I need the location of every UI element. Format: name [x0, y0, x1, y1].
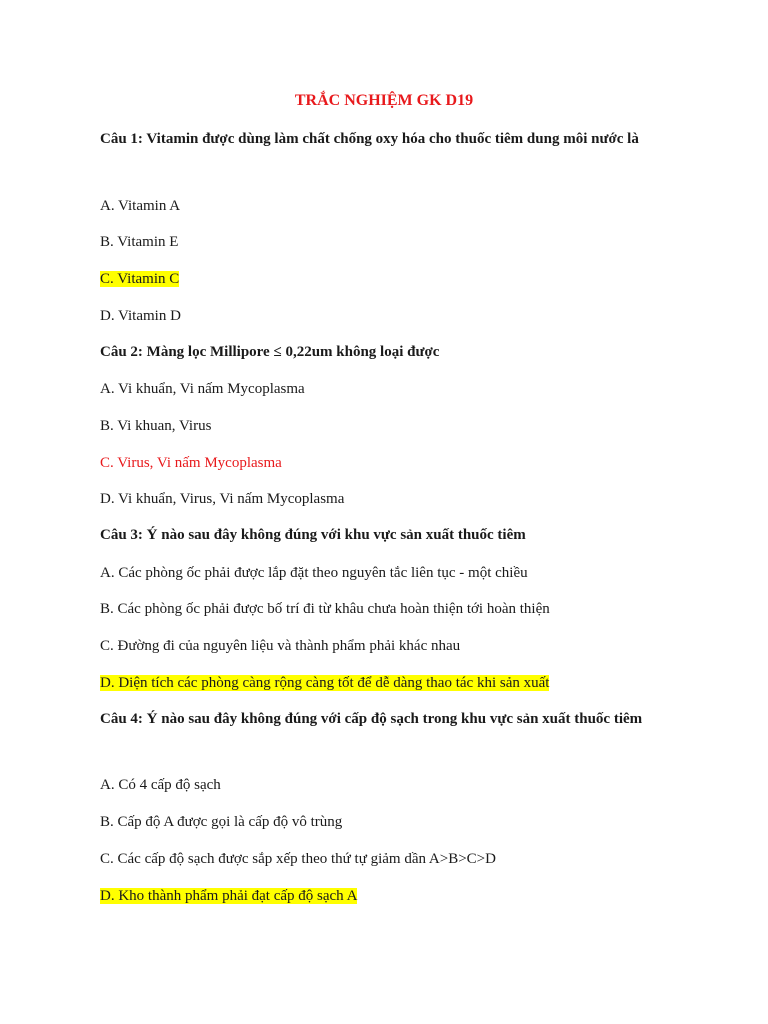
- option-text: B. Cấp độ A được gọi là cấp độ vô trùng: [100, 814, 343, 830]
- option-text: C. Đường đi của nguyên liệu và thành phẩm phải khác nhau: [100, 638, 461, 654]
- question-3-option-d: [100, 673, 549, 693]
- question-1-option-b: [100, 232, 178, 252]
- question-4-option-b: [100, 812, 342, 832]
- option-text: A. Các phòng ốc phải được lắp đặt theo nguyên tắc liên tục - một chiều: [100, 565, 528, 581]
- option-text: B. Vitamin E: [100, 234, 179, 250]
- option-text-highlighted: D. Kho thành phẩm phải đạt cấp độ sạch A: [100, 888, 358, 904]
- question-2-option-a: [100, 379, 305, 399]
- question-2-option-b: [100, 416, 211, 436]
- question-4-option-c: [100, 849, 496, 869]
- document-title: TRẮC NGHIỆM GK D19: [294, 92, 474, 109]
- option-text: A. Vi khuẩn, Vi nấm Mycoplasma: [100, 381, 305, 397]
- option-text: B. Vi khuan, Virus: [100, 418, 212, 434]
- question-4: Câu 4: Ý nào sau đây không đúng với cấp độ sạch trong khu vực sản xuất thuốc tiêm: [100, 711, 643, 727]
- option-text: D. Vitamin D: [100, 308, 181, 324]
- option-text-highlighted: C. Vitamin C: [100, 271, 180, 287]
- option-text-highlighted: D. Diện tích các phòng càng rộng càng tốt để dễ dàng thao tác khi sản xuất: [100, 675, 550, 691]
- question-3-option-a: [100, 563, 528, 583]
- question-3-option-b: [100, 599, 550, 619]
- option-text: D. Vi khuẩn, Virus, Vi nấm Mycoplasma: [100, 491, 345, 507]
- option-text: B. Các phòng ốc phải được bố trí đi từ khâu chưa hoàn thiện tới hoàn thiện: [100, 601, 550, 617]
- question-1: Câu 1: Vitamin được dùng làm chất chống oxy hóa cho thuốc tiêm dung môi nước là: [100, 131, 639, 147]
- question-1-option-c: [100, 269, 179, 289]
- question-4-option-a: [100, 775, 221, 795]
- question-2-option-d: [100, 489, 344, 509]
- question-1-option-a: [100, 196, 180, 216]
- question-3: Câu 3: Ý nào sau đây không đúng với khu vực sản xuất thuốc tiêm: [100, 527, 526, 543]
- question-3-option-c: [100, 636, 460, 656]
- option-text-red: C. Virus, Vi nấm Mycoplasma: [100, 455, 282, 471]
- question-2: Câu 2: Màng lọc Millipore ≤ 0,22um không loại được: [100, 344, 440, 360]
- option-text: A. Vitamin A: [100, 198, 181, 214]
- option-text: A. Có 4 cấp độ sạch: [100, 777, 221, 793]
- option-text: C. Các cấp độ sạch được sắp xếp theo thứ tự giảm dần A>B>C>D: [100, 851, 496, 867]
- question-4-option-d: [100, 886, 357, 906]
- question-1-option-d: [100, 306, 181, 326]
- question-2-option-c: [100, 453, 282, 473]
